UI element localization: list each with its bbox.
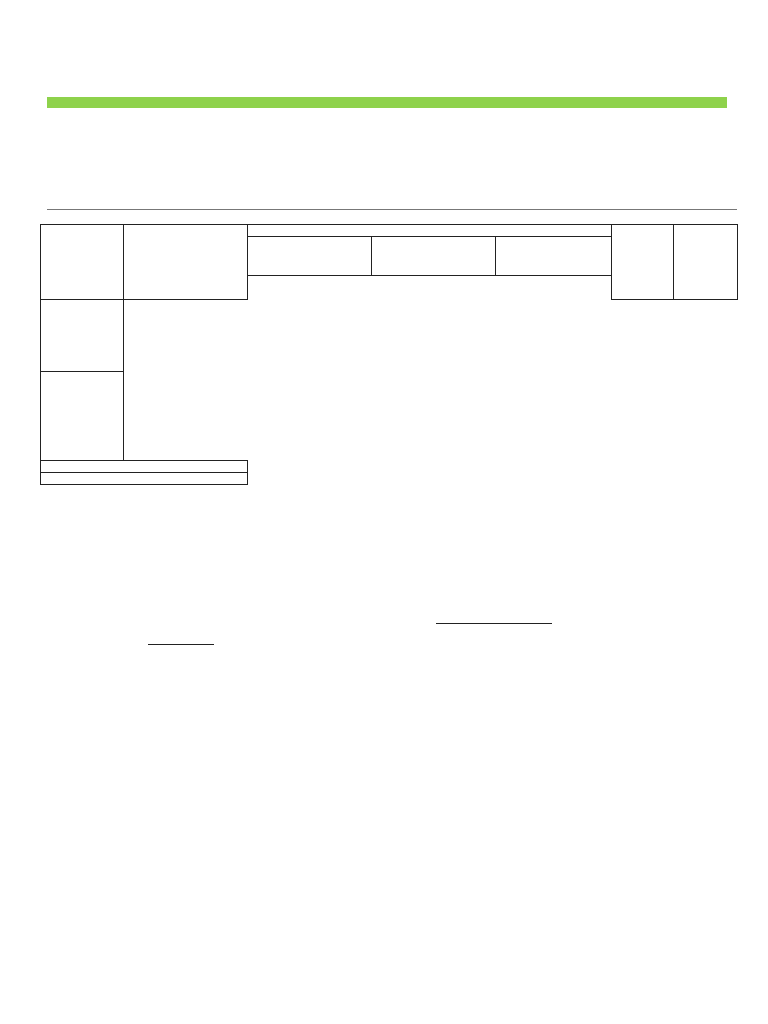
header-total-questions xyxy=(612,225,673,300)
header-group-1 xyxy=(247,237,371,276)
header-capacity xyxy=(247,225,612,237)
total-label xyxy=(41,461,248,473)
subject-underline xyxy=(436,623,552,624)
header-topic xyxy=(41,225,124,300)
header-group-2 xyxy=(372,237,495,276)
header-content xyxy=(123,225,247,300)
section-heading-bar xyxy=(47,97,727,108)
score-label xyxy=(41,473,248,485)
topic-periodic-table xyxy=(41,372,124,461)
topic-atom xyxy=(41,300,124,372)
divider xyxy=(47,209,737,210)
header-total-points xyxy=(673,225,737,300)
school-underline xyxy=(148,644,214,645)
section-heading xyxy=(47,103,49,113)
header-group-3 xyxy=(495,237,612,276)
matrix-table xyxy=(40,224,738,485)
